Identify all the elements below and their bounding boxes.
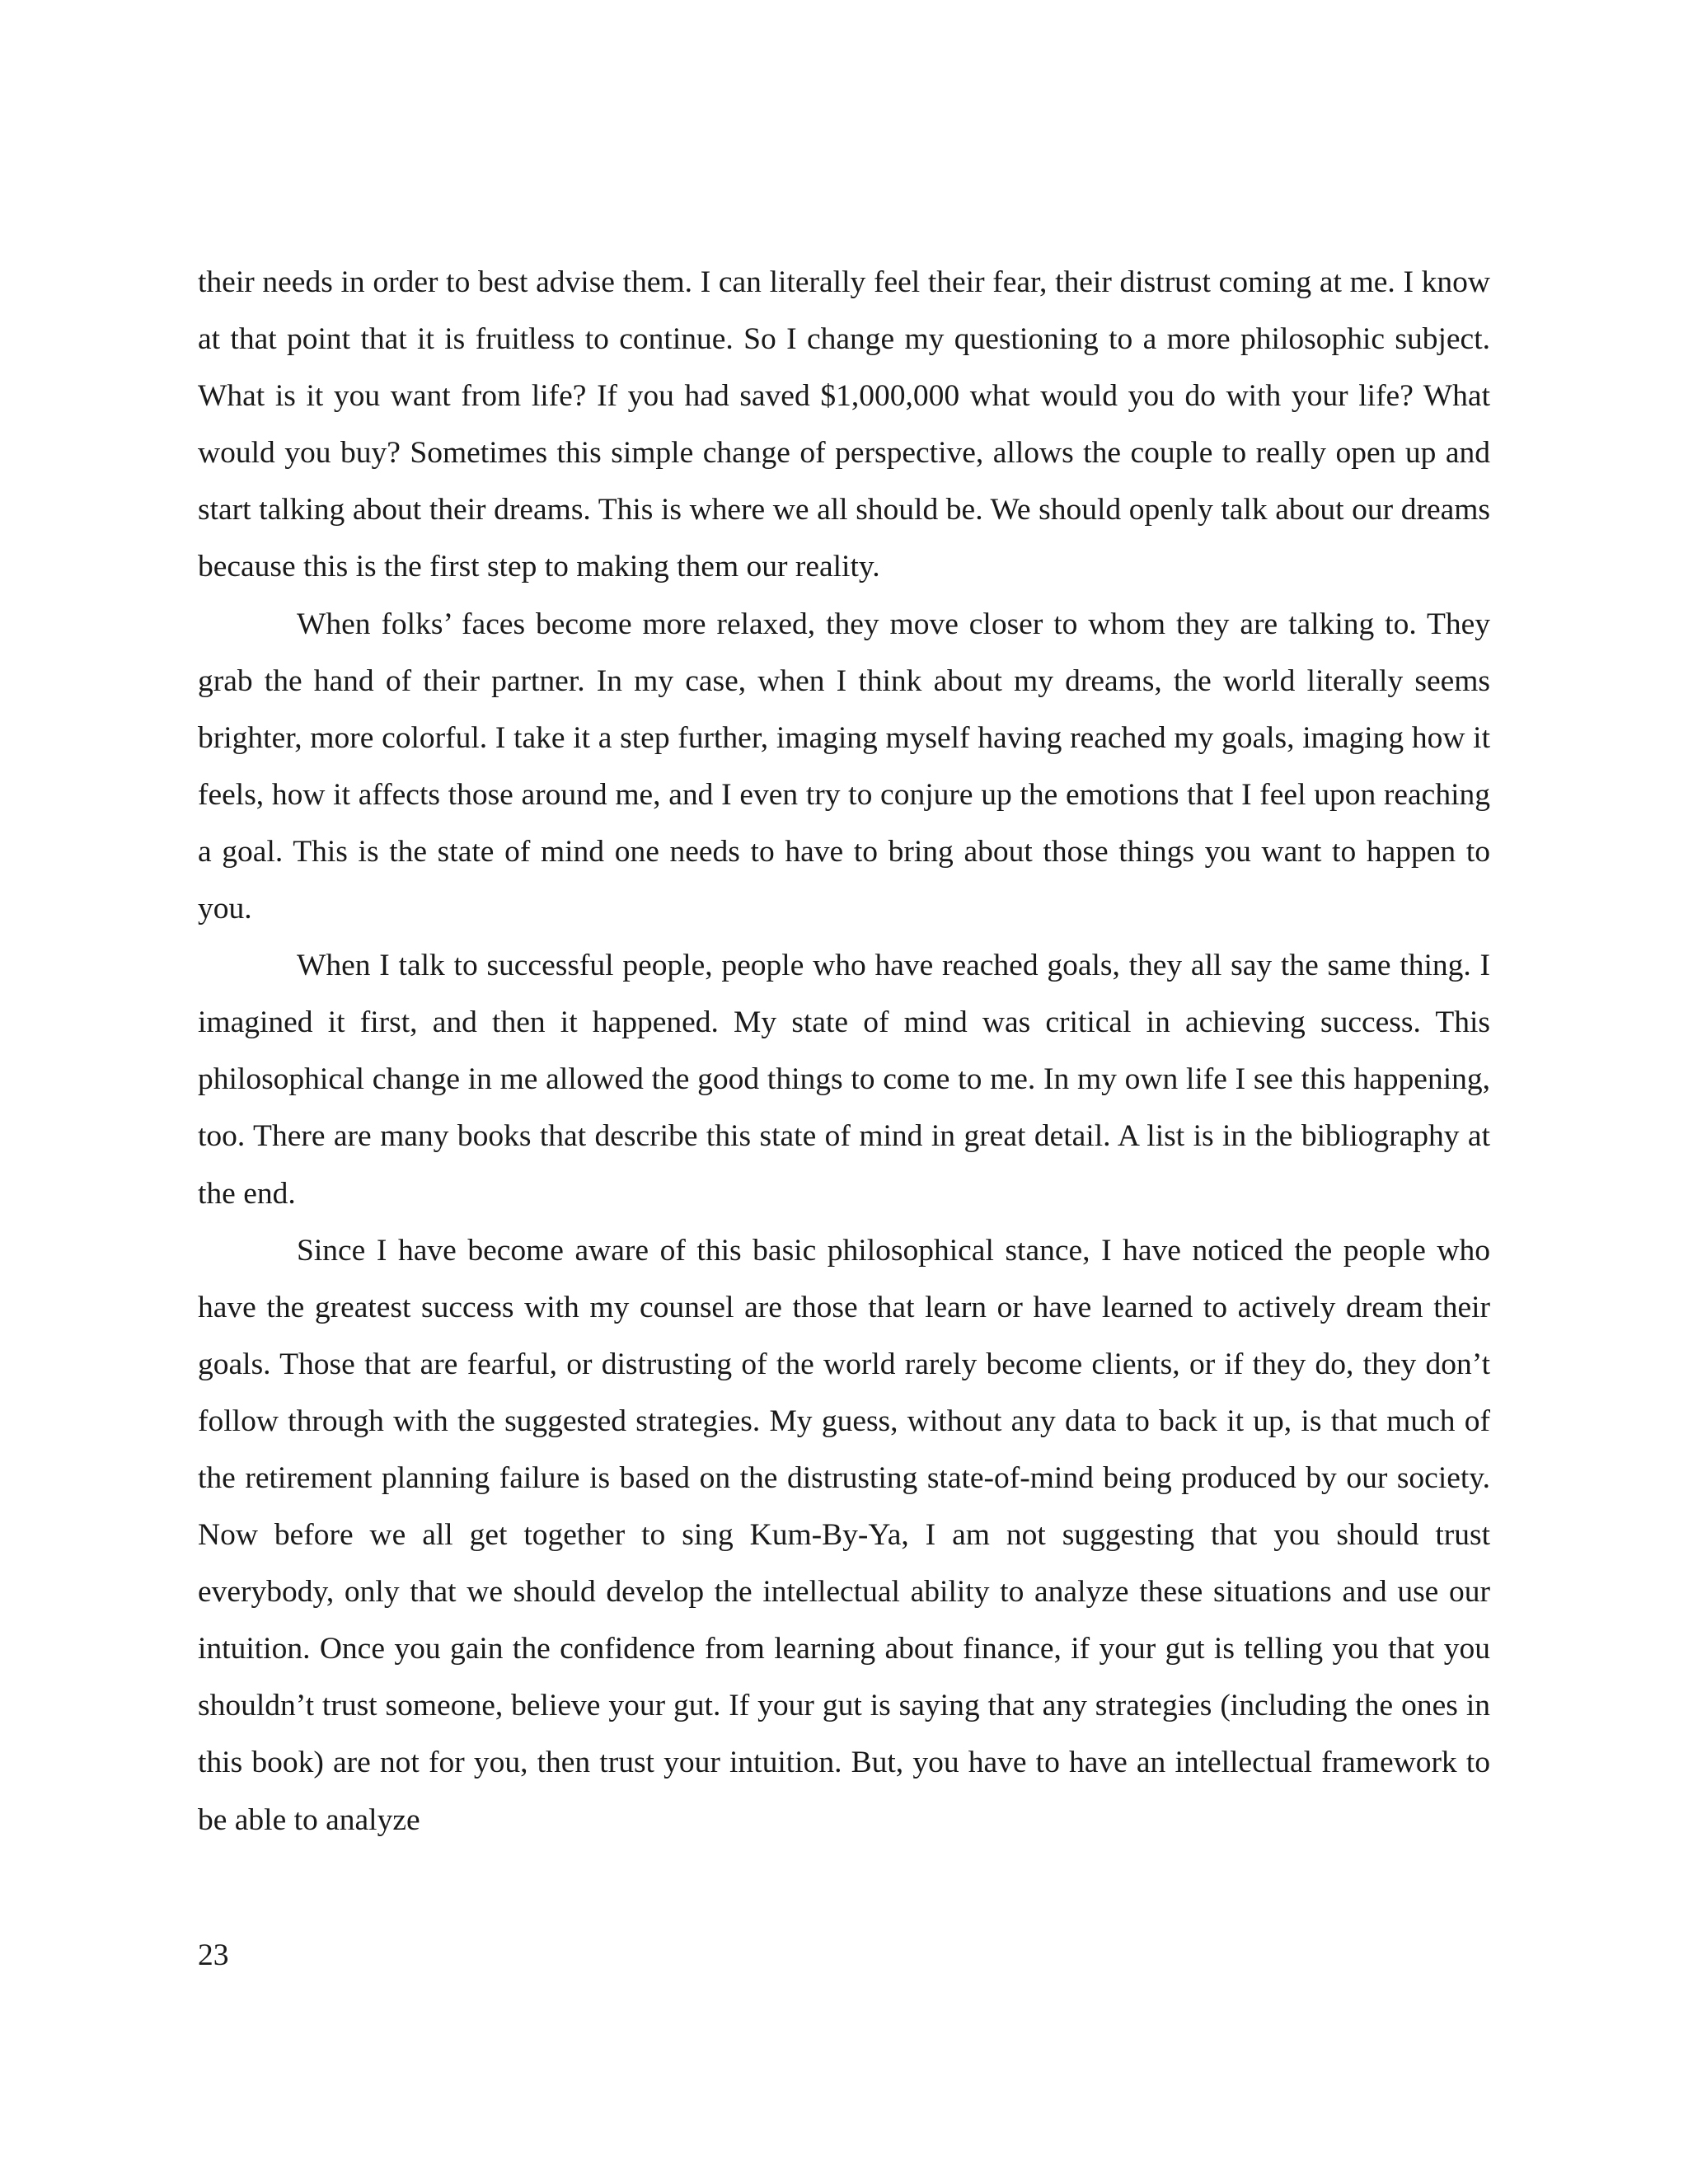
paragraph-continuation: their needs in order to best advise them. I can literally feel their fear, their distrust coming at me. I know at that point that it is fruitless to continue. So I change my questioning to a more philosophic subject. What is it you want from life? If you had saved $1,000,000 what would you do with your life? What would you buy? Sometimes this simple change of perspective, allows the couple to really open up and start talking about their dreams. This is where we all should be. We should openly talk about our dreams because this is the first step to making them our reality. <box>198 265 1490 584</box>
paragraph-successful-people: When I talk to successful people, people who have reached goals, they all say the same thing. I imagined it first, and then it happened. My state of mind was critical in achieving success. This philosophical change in me allowed the good things to come to me. In my own life I see this happening, too. There are many books that describe this state of mind in great detail. A list is in the bibliography at the end. <box>198 949 1490 1211</box>
paragraph-relaxed-faces: When folks’ faces become more relaxed, they move closer to whom they are talking to. They grab the hand of their partner. In my case, when I think about my dreams, the world literally seems brighter, more colorful. I take it a step further, imaging myself having reached my goals, imaging how it feels, how it affects those around me, and I even try to conjure up the emotions that I feel upon reaching a goal. This is the state of mind one needs to have to bring about those things you want to happen to you. <box>198 607 1490 926</box>
page-body <box>198 254 1490 1849</box>
page-number: 23 <box>198 1938 229 1972</box>
paragraph-philosophical-stance: Since I have become aware of this basic philosophical stance, I have noticed the people who have the greatest success with my counsel are those that learn or have learned to actively dream their goals. Those that are fearful, or distrusting of the world rarely become clients, or if they do, they don’t follow through with the suggested strategies. My guess, without any data to back it up, is that much of the retirement planning failure is based on the distrusting state-of-mind being produced by our society. Now before we all get together to sing Kum-By-Ya, I am not suggesting that you should trust everybody, only that we should develop the intellectual ability to analyze these situations and use our intuition. Once you gain the confidence from learning about finance, if your gut is telling you that you shouldn’t trust someone, believe your gut. If your gut is saying that any strategies (including the ones in this book) are not for you, then trust your intuition. But, you have to have an intellectual framework to be able to analyze <box>198 1233 1490 1837</box>
